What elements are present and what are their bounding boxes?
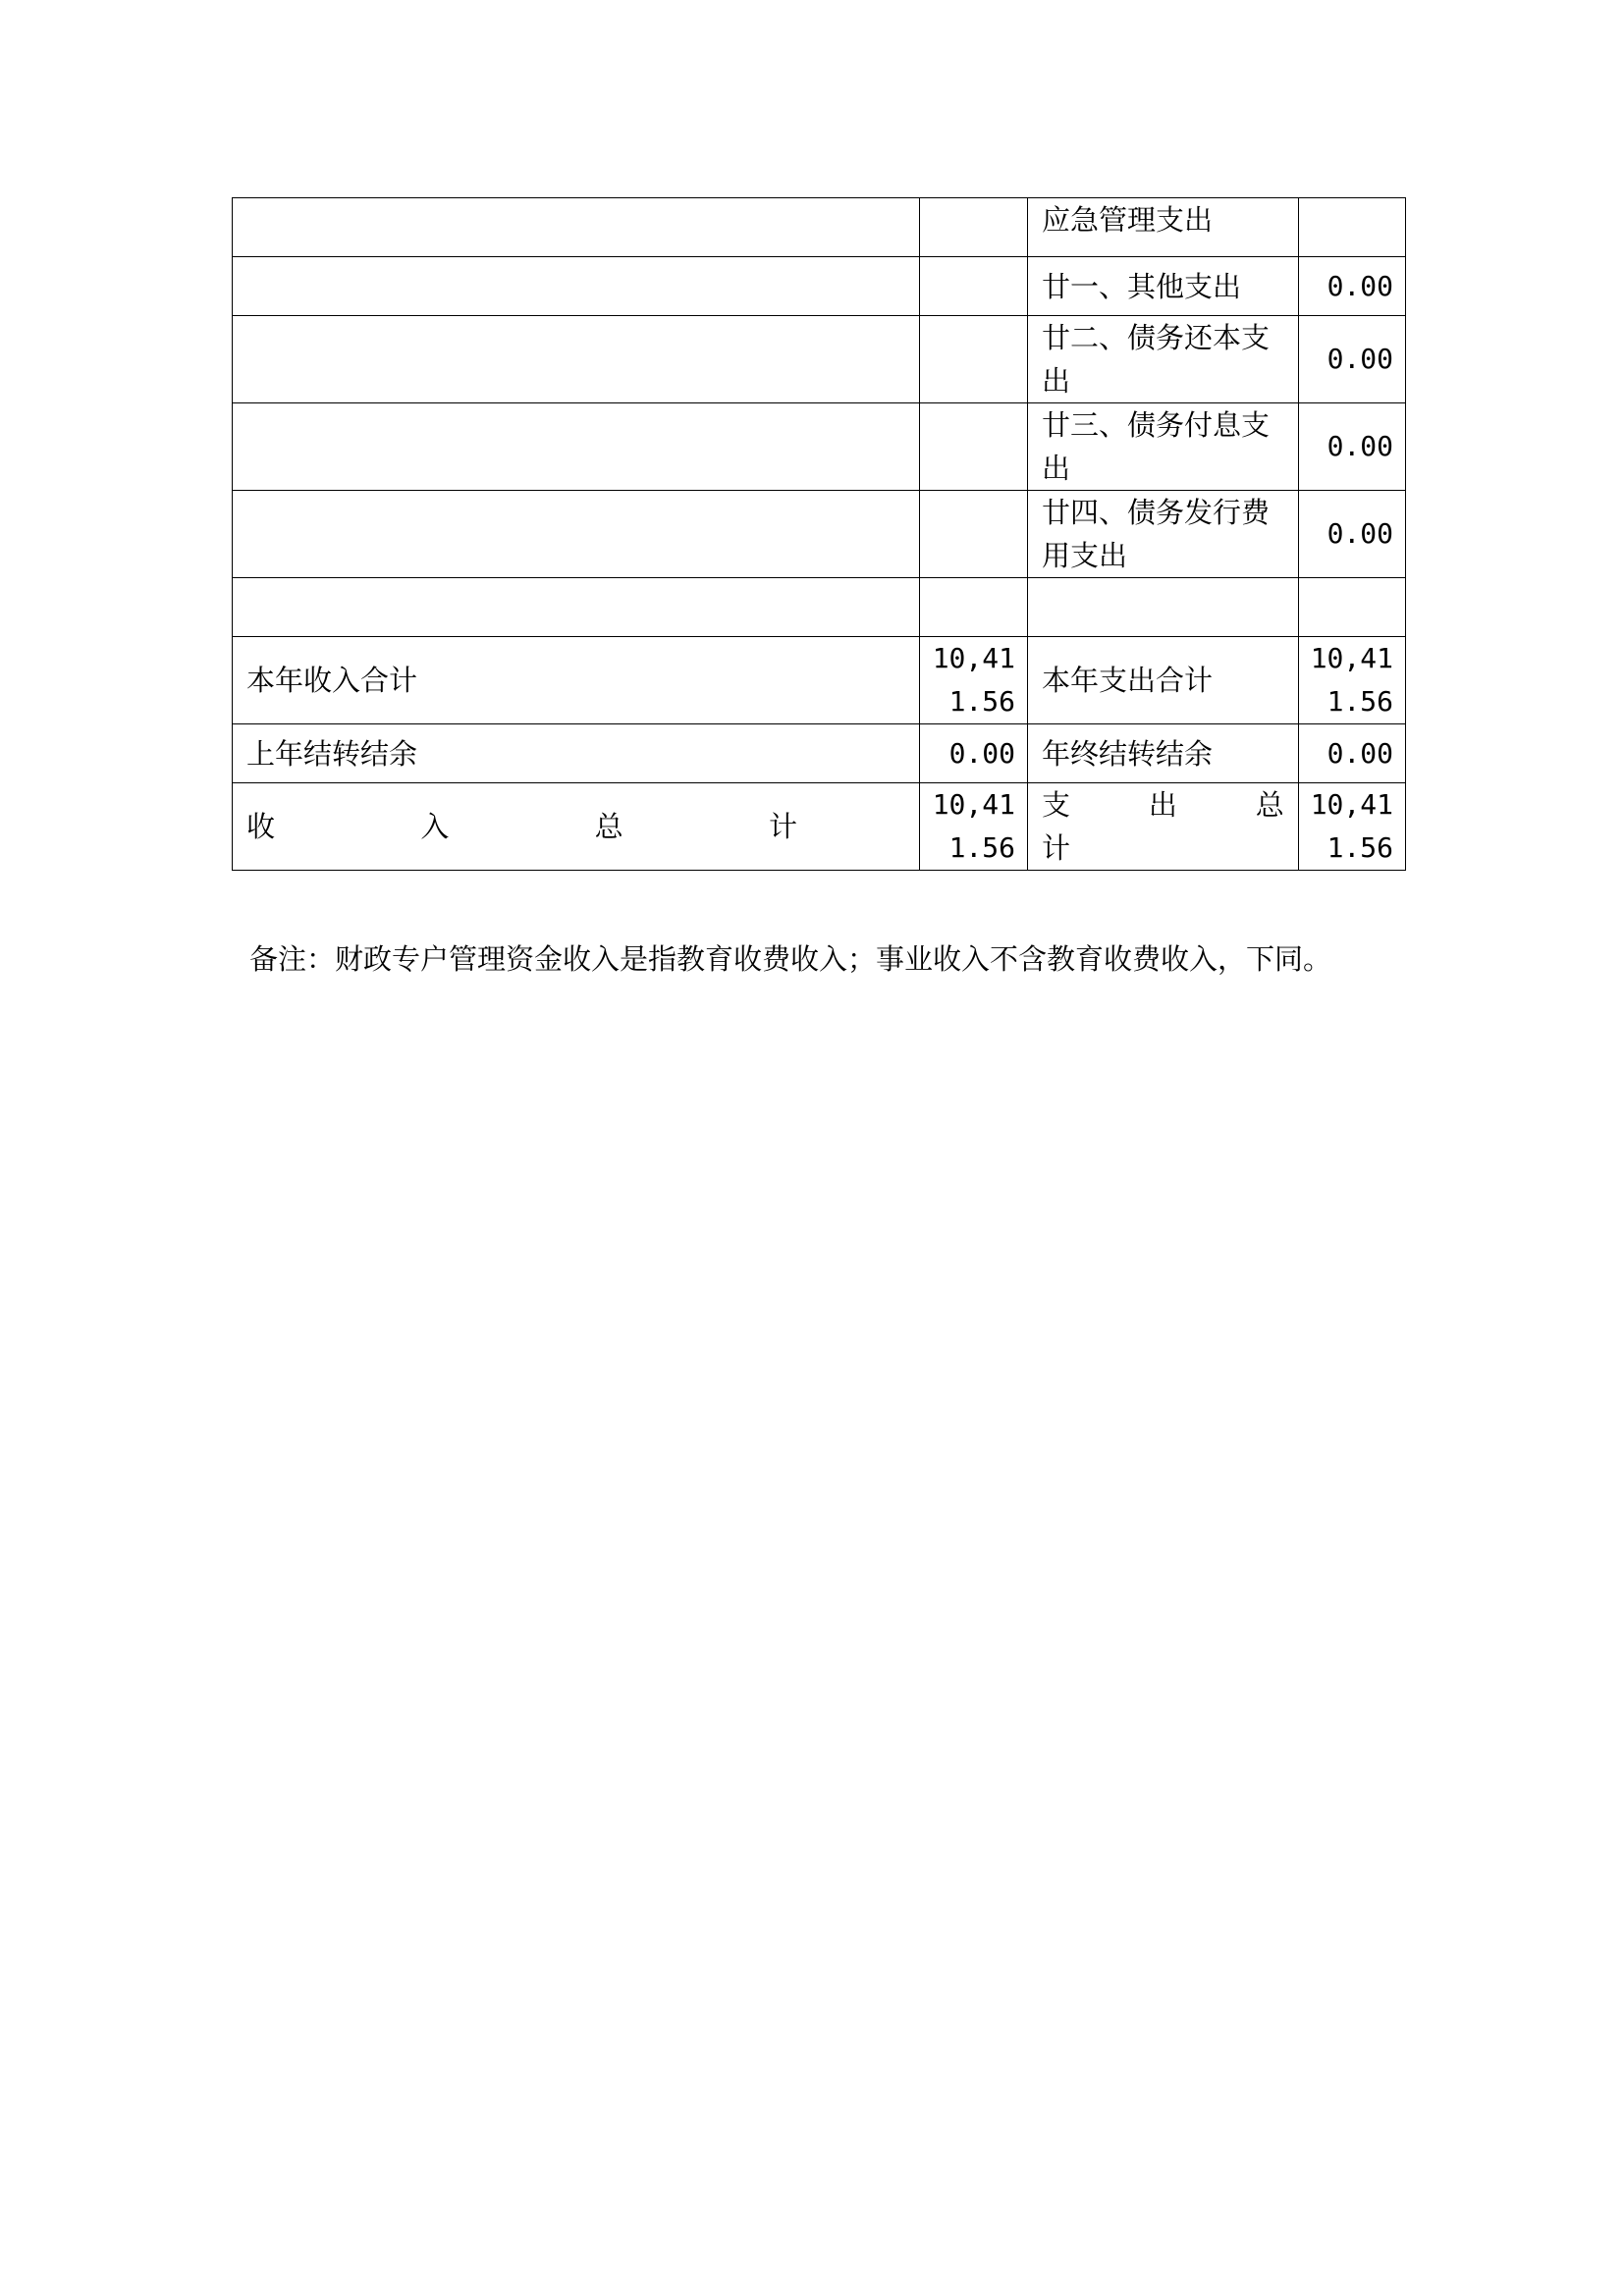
income-grand-total-char: 总	[594, 810, 623, 843]
year-end-carryover-amount: 0.00	[1299, 724, 1406, 783]
income-amount-cell	[920, 491, 1028, 578]
expense-grand-total-chars	[1042, 783, 1284, 870]
expense-amount-cell	[1299, 198, 1406, 257]
expense-grand-total-char: 出	[1148, 788, 1177, 822]
income-item-cell	[233, 257, 920, 316]
table-row	[233, 403, 1406, 491]
expense-amount-cell	[1299, 578, 1406, 637]
expense-item-cell: 廿一、其他支出	[1028, 257, 1299, 316]
table-row	[233, 316, 1406, 403]
expense-item-cell	[1028, 578, 1299, 637]
income-item-cell	[233, 403, 920, 491]
expense-amount-cell: 0.00	[1299, 316, 1406, 403]
expense-grand-total-char: 支	[1042, 788, 1071, 822]
year-total-row	[233, 637, 1406, 724]
income-amount-cell	[920, 257, 1028, 316]
income-amount-cell	[920, 316, 1028, 403]
income-item-cell	[233, 316, 920, 403]
income-amount-cell	[920, 578, 1028, 637]
income-amount-cell	[920, 198, 1028, 257]
expense-item-cell: 廿三、债务付息支出	[1028, 403, 1299, 491]
expense-amount-cell: 0.00	[1299, 257, 1406, 316]
table-row	[233, 257, 1406, 316]
expense-grand-total-char: 计	[1042, 831, 1071, 865]
expense-item-cell: 廿二、债务还本支出	[1028, 316, 1299, 403]
income-grand-total-amount: 10,411.56	[920, 783, 1028, 871]
expense-grand-total-label	[1028, 783, 1299, 871]
expense-grand-total-amount: 10,411.56	[1299, 783, 1406, 871]
income-grand-total-label	[233, 783, 920, 871]
table-row	[233, 578, 1406, 637]
income-item-cell	[233, 491, 920, 578]
income-grand-total-char: 收	[246, 810, 276, 843]
expense-grand-total-char: 总	[1255, 788, 1284, 822]
budget-table	[232, 197, 1406, 871]
year-expense-total-label: 本年支出合计	[1028, 637, 1299, 724]
income-amount-cell	[920, 403, 1028, 491]
income-grand-total-char: 计	[768, 810, 797, 843]
year-income-total-label: 本年收入合计	[233, 637, 920, 724]
expense-item-cell: 廿四、债务发行费用支出	[1028, 491, 1299, 578]
income-grand-total-char: 入	[420, 810, 450, 843]
grand-total-row	[233, 783, 1406, 871]
prior-year-carryover-amount: 0.00	[920, 724, 1028, 783]
expense-item-cell: 应急管理支出	[1028, 198, 1299, 257]
expense-amount-cell: 0.00	[1299, 403, 1406, 491]
year-income-total-amount: 10,411.56	[920, 637, 1028, 724]
income-item-cell	[233, 578, 920, 637]
footnote: 备注：财政专户管理资金收入是指教育收费收入；事业收入不含教育收费收入，下同。	[249, 942, 1332, 976]
prior-year-carryover-label: 上年结转结余	[233, 724, 920, 783]
expense-amount-cell: 0.00	[1299, 491, 1406, 578]
table-row	[233, 491, 1406, 578]
year-end-carryover-label: 年终结转结余	[1028, 724, 1299, 783]
income-grand-total-chars	[246, 805, 905, 848]
table-row	[233, 198, 1406, 257]
carryover-row	[233, 724, 1406, 783]
year-expense-total-amount: 10,411.56	[1299, 637, 1406, 724]
income-item-cell	[233, 198, 920, 257]
